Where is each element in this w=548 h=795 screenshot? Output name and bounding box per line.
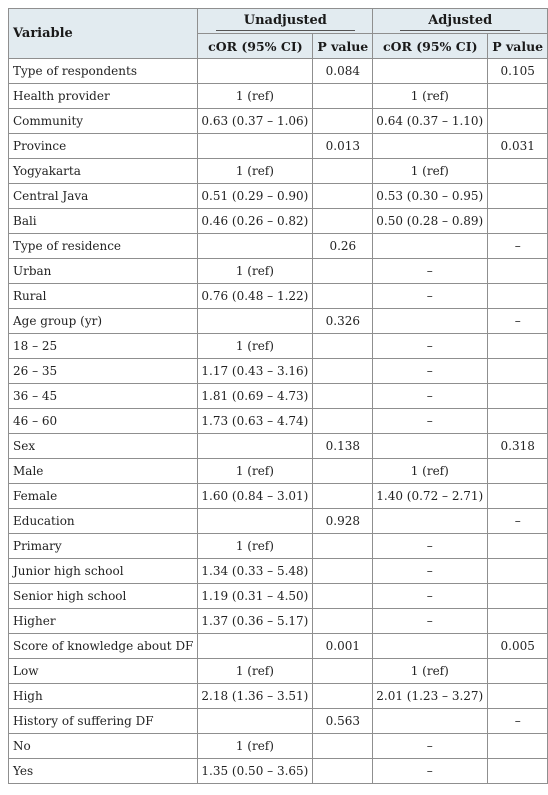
adjusted-p-cell: –: [488, 509, 548, 534]
table-row: [9, 459, 548, 484]
table-row: [9, 359, 548, 384]
adjusted-p-cell: [488, 84, 548, 109]
adjusted-or-cell: –: [373, 734, 488, 759]
variable-cell: High: [9, 684, 198, 709]
variable-cell: Community: [9, 109, 198, 134]
variable-cell: No: [9, 734, 198, 759]
adjusted-or-cell: 0.53 (0.30 – 0.95): [373, 184, 488, 209]
adjusted-p-cell: 0.105: [488, 59, 548, 84]
unadjusted-p-cell: 0.928: [313, 509, 373, 534]
unadjusted-p-cell: [313, 559, 373, 584]
adjusted-p-cell: [488, 534, 548, 559]
unadjusted-p-cell: [313, 209, 373, 234]
unadjusted-or-cell: 1.73 (0.63 – 4.74): [198, 409, 313, 434]
unadjusted-or-cell: [198, 309, 313, 334]
adjusted-or-cell: [373, 709, 488, 734]
table-row: [9, 59, 548, 84]
adjusted-p-cell: 0.031: [488, 134, 548, 159]
unadjusted-or-cell: 1 (ref): [198, 84, 313, 109]
unadjusted-or-cell: 1 (ref): [198, 659, 313, 684]
variable-cell: Junior high school: [9, 559, 198, 584]
adjusted-p-cell: 0.005: [488, 634, 548, 659]
header-row-groups: [9, 9, 548, 34]
table-row: [9, 384, 548, 409]
table-row: [9, 334, 548, 359]
adjusted-or-cell: –: [373, 334, 488, 359]
unadjusted-p-cell: [313, 659, 373, 684]
table-body: [9, 59, 548, 784]
adjusted-or-cell: –: [373, 409, 488, 434]
adjusted-or-cell: 1 (ref): [373, 659, 488, 684]
variable-header: Variable: [9, 9, 198, 59]
unadjusted-or-cell: [198, 509, 313, 534]
adjusted-or-cell: [373, 234, 488, 259]
unadjusted-or-cell: 1 (ref): [198, 159, 313, 184]
table-row: [9, 109, 548, 134]
variable-cell: 36 – 45: [9, 384, 198, 409]
unadjusted-p-cell: 0.001: [313, 634, 373, 659]
unadjusted-p-cell: [313, 459, 373, 484]
variable-cell: Province: [9, 134, 198, 159]
unadjusted-p-cell: [313, 159, 373, 184]
unadjusted-p-cell: [313, 84, 373, 109]
adjusted-header: [373, 9, 548, 34]
unadjusted-or-header: cOR (95% CI): [198, 34, 313, 59]
unadjusted-p-cell: [313, 484, 373, 509]
variable-cell: Age group (yr): [9, 309, 198, 334]
table-row: [9, 609, 548, 634]
adjusted-or-cell: –: [373, 609, 488, 634]
adjusted-or-cell: [373, 509, 488, 534]
unadjusted-p-cell: [313, 334, 373, 359]
adjusted-or-cell: –: [373, 534, 488, 559]
variable-cell: Male: [9, 459, 198, 484]
table-row: [9, 484, 548, 509]
adjusted-p-cell: [488, 459, 548, 484]
adjusted-p-header: P value: [488, 34, 548, 59]
unadjusted-or-cell: 1 (ref): [198, 459, 313, 484]
adjusted-or-cell: 1 (ref): [373, 459, 488, 484]
adjusted-or-cell: 0.50 (0.28 – 0.89): [373, 209, 488, 234]
table-header: [9, 9, 548, 59]
variable-cell: Yogyakarta: [9, 159, 198, 184]
adjusted-p-cell: [488, 209, 548, 234]
variable-cell: Health provider: [9, 84, 198, 109]
table-row: [9, 309, 548, 334]
unadjusted-p-cell: [313, 759, 373, 784]
variable-cell: Female: [9, 484, 198, 509]
adjusted-p-cell: [488, 584, 548, 609]
unadjusted-p-cell: 0.084: [313, 59, 373, 84]
adjusted-or-cell: –: [373, 559, 488, 584]
unadjusted-header-label: Unadjusted: [216, 12, 355, 31]
variable-cell: 26 – 35: [9, 359, 198, 384]
table-row: [9, 659, 548, 684]
adjusted-or-header: cOR (95% CI): [373, 34, 488, 59]
adjusted-p-cell: [488, 334, 548, 359]
table-row: [9, 284, 548, 309]
unadjusted-p-cell: [313, 734, 373, 759]
adjusted-or-cell: [373, 309, 488, 334]
table-row: [9, 159, 548, 184]
adjusted-p-cell: [488, 609, 548, 634]
table-row: [9, 409, 548, 434]
variable-cell: 18 – 25: [9, 334, 198, 359]
unadjusted-or-cell: [198, 134, 313, 159]
unadjusted-or-cell: 1.35 (0.50 – 3.65): [198, 759, 313, 784]
adjusted-or-cell: –: [373, 584, 488, 609]
adjusted-p-cell: [488, 109, 548, 134]
adjusted-or-cell: 1 (ref): [373, 159, 488, 184]
adjusted-or-cell: 2.01 (1.23 – 3.27): [373, 684, 488, 709]
unadjusted-p-cell: [313, 609, 373, 634]
adjusted-p-cell: –: [488, 709, 548, 734]
unadjusted-p-cell: [313, 259, 373, 284]
variable-cell: Rural: [9, 284, 198, 309]
unadjusted-or-cell: [198, 59, 313, 84]
variable-cell: Score of knowledge about DF: [9, 634, 198, 659]
adjusted-or-cell: [373, 434, 488, 459]
variable-cell: Low: [9, 659, 198, 684]
adjusted-p-cell: [488, 259, 548, 284]
table-row: [9, 434, 548, 459]
variable-cell: Type of residence: [9, 234, 198, 259]
adjusted-or-cell: [373, 634, 488, 659]
table-row: [9, 634, 548, 659]
table-row: [9, 734, 548, 759]
unadjusted-or-cell: 1.37 (0.36 – 5.17): [198, 609, 313, 634]
adjusted-or-cell: –: [373, 359, 488, 384]
table-row: [9, 509, 548, 534]
adjusted-p-cell: [488, 659, 548, 684]
regression-table: [8, 8, 548, 784]
unadjusted-p-cell: 0.013: [313, 134, 373, 159]
variable-cell: Sex: [9, 434, 198, 459]
table-row: [9, 534, 548, 559]
table-row: [9, 84, 548, 109]
unadjusted-or-cell: 1 (ref): [198, 334, 313, 359]
variable-cell: Urban: [9, 259, 198, 284]
adjusted-p-cell: [488, 359, 548, 384]
adjusted-p-cell: –: [488, 234, 548, 259]
adjusted-or-cell: 0.64 (0.37 – 1.10): [373, 109, 488, 134]
adjusted-header-label: Adjusted: [400, 12, 520, 31]
table-row: [9, 184, 548, 209]
table-row: [9, 234, 548, 259]
adjusted-p-cell: [488, 409, 548, 434]
adjusted-p-cell: [488, 734, 548, 759]
unadjusted-p-cell: 0.26: [313, 234, 373, 259]
variable-cell: Senior high school: [9, 584, 198, 609]
unadjusted-p-cell: 0.138: [313, 434, 373, 459]
unadjusted-or-cell: 0.51 (0.29 – 0.90): [198, 184, 313, 209]
unadjusted-p-cell: [313, 584, 373, 609]
variable-cell: History of suffering DF: [9, 709, 198, 734]
unadjusted-p-cell: [313, 534, 373, 559]
adjusted-p-cell: 0.318: [488, 434, 548, 459]
table-row: [9, 559, 548, 584]
unadjusted-p-cell: [313, 384, 373, 409]
adjusted-p-cell: [488, 484, 548, 509]
variable-cell: Education: [9, 509, 198, 534]
unadjusted-or-cell: [198, 709, 313, 734]
unadjusted-or-cell: 1.19 (0.31 – 4.50): [198, 584, 313, 609]
variable-cell: Primary: [9, 534, 198, 559]
unadjusted-or-cell: 0.46 (0.26 – 0.82): [198, 209, 313, 234]
table-row: [9, 584, 548, 609]
unadjusted-or-cell: 1 (ref): [198, 734, 313, 759]
unadjusted-or-cell: 1 (ref): [198, 259, 313, 284]
variable-cell: Yes: [9, 759, 198, 784]
table-row: [9, 709, 548, 734]
adjusted-or-cell: –: [373, 259, 488, 284]
unadjusted-or-cell: 1.81 (0.69 – 4.73): [198, 384, 313, 409]
adjusted-or-cell: –: [373, 284, 488, 309]
unadjusted-or-cell: 1.34 (0.33 – 5.48): [198, 559, 313, 584]
unadjusted-p-header: P value: [313, 34, 373, 59]
variable-cell: Type of respondents: [9, 59, 198, 84]
unadjusted-or-cell: 1.17 (0.43 – 3.16): [198, 359, 313, 384]
adjusted-or-cell: [373, 134, 488, 159]
table-row: [9, 259, 548, 284]
adjusted-p-cell: [488, 759, 548, 784]
unadjusted-p-cell: [313, 109, 373, 134]
variable-cell: Bali: [9, 209, 198, 234]
adjusted-p-cell: [488, 159, 548, 184]
unadjusted-header: [198, 9, 373, 34]
unadjusted-or-cell: [198, 434, 313, 459]
variable-cell: 46 – 60: [9, 409, 198, 434]
unadjusted-p-cell: [313, 684, 373, 709]
unadjusted-p-cell: [313, 359, 373, 384]
variable-cell: Higher: [9, 609, 198, 634]
adjusted-p-cell: [488, 284, 548, 309]
adjusted-or-cell: 1.40 (0.72 – 2.71): [373, 484, 488, 509]
adjusted-or-cell: –: [373, 384, 488, 409]
adjusted-p-cell: [488, 384, 548, 409]
unadjusted-or-cell: 1.60 (0.84 – 3.01): [198, 484, 313, 509]
unadjusted-or-cell: [198, 234, 313, 259]
unadjusted-or-cell: 0.76 (0.48 – 1.22): [198, 284, 313, 309]
adjusted-or-cell: [373, 59, 488, 84]
table-row: [9, 209, 548, 234]
unadjusted-p-cell: 0.326: [313, 309, 373, 334]
adjusted-p-cell: –: [488, 309, 548, 334]
variable-cell: Central Java: [9, 184, 198, 209]
unadjusted-p-cell: 0.563: [313, 709, 373, 734]
adjusted-p-cell: [488, 684, 548, 709]
adjusted-or-cell: –: [373, 759, 488, 784]
unadjusted-or-cell: 0.63 (0.37 – 1.06): [198, 109, 313, 134]
table-container: [8, 8, 548, 784]
table-row: [9, 759, 548, 784]
unadjusted-p-cell: [313, 284, 373, 309]
adjusted-p-cell: [488, 559, 548, 584]
adjusted-p-cell: [488, 184, 548, 209]
adjusted-or-cell: 1 (ref): [373, 84, 488, 109]
unadjusted-or-cell: [198, 634, 313, 659]
unadjusted-p-cell: [313, 409, 373, 434]
table-row: [9, 134, 548, 159]
unadjusted-or-cell: 1 (ref): [198, 534, 313, 559]
table-row: [9, 684, 548, 709]
unadjusted-p-cell: [313, 184, 373, 209]
unadjusted-or-cell: 2.18 (1.36 – 3.51): [198, 684, 313, 709]
